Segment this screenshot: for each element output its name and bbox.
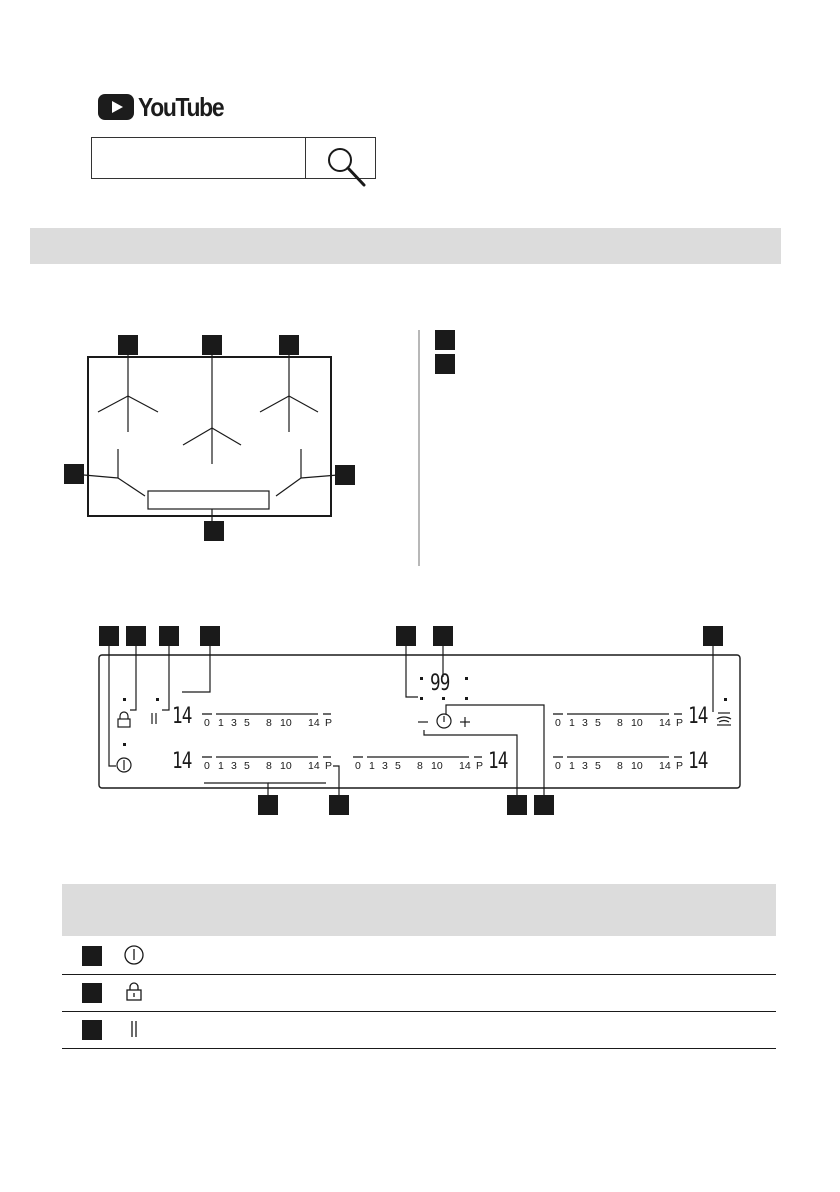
youtube-logo-text: YouTube xyxy=(138,92,224,122)
power-icon xyxy=(117,758,131,772)
timer-display: 99 xyxy=(430,671,450,696)
row-badge xyxy=(82,1020,102,1040)
callout-badge xyxy=(159,626,179,646)
callout-badge xyxy=(126,626,146,646)
callout-badge xyxy=(258,795,278,815)
row-badge xyxy=(82,983,102,1003)
pause-icon xyxy=(122,1017,146,1041)
callout-badge xyxy=(433,626,453,646)
power-icon xyxy=(122,943,146,967)
zone-display: 14 xyxy=(488,749,508,774)
zone-display: 14 xyxy=(172,749,192,774)
row-badge xyxy=(82,946,102,966)
zone-display: 14 xyxy=(688,704,708,729)
callout-badge xyxy=(396,626,416,646)
zone-display: 14 xyxy=(688,749,708,774)
callout-badge xyxy=(534,795,554,815)
table-row xyxy=(62,974,776,1012)
callout-badge xyxy=(703,626,723,646)
zone-display: 14 xyxy=(172,704,192,729)
lock-icon xyxy=(122,980,146,1004)
timer-icon xyxy=(437,714,451,728)
table-header xyxy=(62,884,776,936)
table-row xyxy=(62,937,776,975)
table-row xyxy=(62,1011,776,1049)
callout-badge xyxy=(329,795,349,815)
callout-badge xyxy=(200,626,220,646)
pause-icon xyxy=(152,713,156,724)
hob-to-hood-icon xyxy=(717,713,731,725)
lock-icon xyxy=(118,712,130,727)
callout-badge xyxy=(507,795,527,815)
callout-badge xyxy=(99,626,119,646)
plus-icon xyxy=(460,717,470,727)
